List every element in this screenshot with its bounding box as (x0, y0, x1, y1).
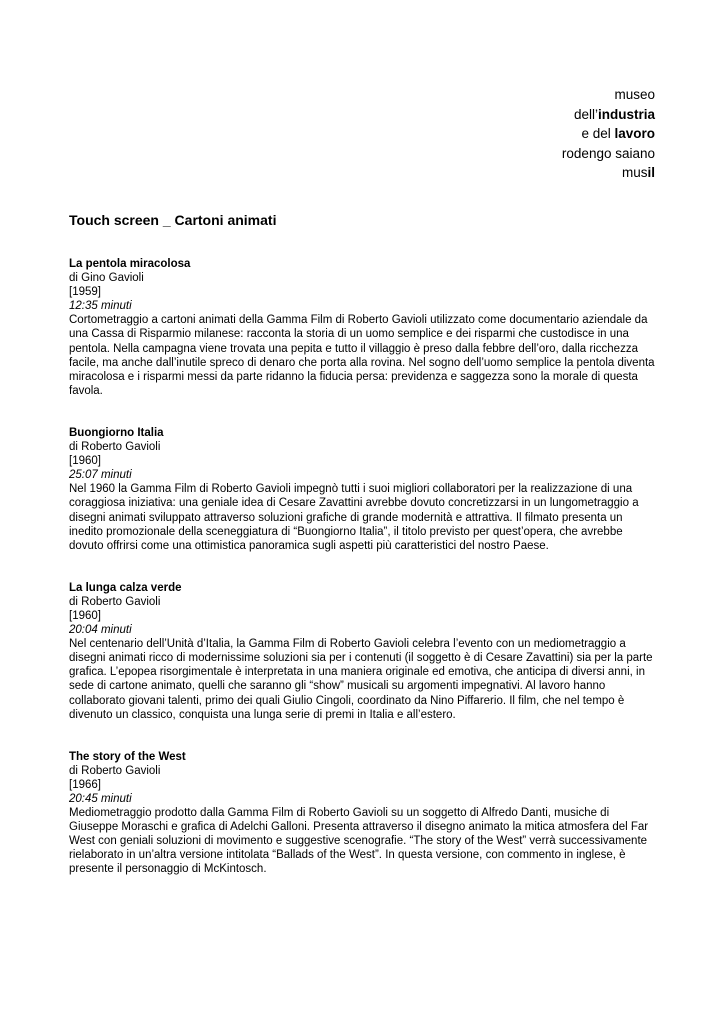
list-item (69, 581, 659, 722)
header-industria-text: industria (597, 106, 655, 122)
header-line-rodengo (562, 144, 655, 164)
list-item (69, 257, 659, 398)
list-item (69, 750, 659, 877)
entry-title: Buongiorno Italia (69, 426, 164, 439)
header-il-text: il (647, 165, 655, 180)
header-dell-text: dell’ (573, 106, 598, 122)
entry-year: [1959] (69, 286, 101, 299)
entry-author: di Roberto Gavioli (69, 595, 161, 608)
entry-title: La lunga calza verde (69, 581, 182, 594)
entry-description: Mediometraggio prodotto dalla Gamma Film di Roberto Gavioli su un soggetto di Alfredo Danti, musiche di Giuseppe Moraschi e grafica di Adelchi Galloni. Presenta attraverso il disegno animato la mitica atmosfera del Far West con geniali soluzioni di movimento e suggestive scenografie. “The story of the West” verrà successivamente rielaborato in un’altra versione intitolata “Ballads of the West”. In questa versione, con commento in inglese, è presente il personaggio di McKintosch. (69, 807, 649, 876)
entry-description: Nel centenario dell’Unità d’Italia, la Gamma Film di Roberto Gavioli celebra l’evento con un mediometraggio a disegni animati ricco di modernissime soluzioni sia per i contenuti (il soggetto è di Cesare Zavattini) sia per la parte grafica. L’epopea risorgimentale è interpretata in una maniera originale ed emotiva, che anticipa di diversi anni, in sede di cartone animato, quelli che saranno gli “show” musicali su argomenti impegnativi. Al lavoro hanno collaborato giovani talenti, primo dei quali Giulio Cingoli, coordinato da Nino Piffarerio. Il film, che nel tempo è divenuto un classico, conquista una lunga serie di premi in Italia e all’estero. (69, 638, 653, 721)
page-title: Touch screen _ Cartoni animati (69, 212, 277, 228)
entry-year: [1960] (69, 455, 101, 468)
entry-description: Cortometraggio a cartoni animati della Gamma Film di Roberto Gavioli utilizzato come documentario aziendale da una Cassa di Risparmio milanese: racconta la storia di un uomo semplice e dei risparmi che custodisce in una pentola. Nella campagna viene trovata una pepita e tutto il villaggio è preso dalla febbre dell’oro, dalla ricchezza facile, ma anche dall’inutile spreco di denaro che porta alla rovina. Nel sogno dell’uomo semplice la pentola diventa miracolosa e i risparmi messi da parte ridanno la fiducia persa: previdenza e saggezza sono la morale di questa favola. (69, 314, 655, 397)
header-line-lavoro (562, 124, 655, 144)
list-item (69, 426, 659, 553)
header-edel-text: e del (581, 126, 615, 141)
header-lavoro-text: lavoro (614, 126, 655, 141)
entry-title: La pentola miracolosa (69, 258, 191, 270)
header-line-musil (562, 163, 655, 183)
header-mus-text: mus (621, 165, 648, 180)
header-rodengo-text: rodengo saiano (561, 145, 655, 161)
entry-title: The story of the West (69, 750, 186, 763)
header-museo-text: museo (614, 87, 655, 102)
entry-duration: 12:35 minuti (69, 300, 132, 313)
entry-duration: 20:45 minuti (69, 793, 132, 805)
entry-description: Nel 1960 la Gamma Film di Roberto Gavioli impegnò tutti i suoi migliori collaboratori per la realizzazione di una coraggiosa iniziativa: una geniale idea di Cesare Zavattini avrebbe dovuto concretizzarsi in un lungometraggio a disegni animati sviluppato attraverso soluzioni grafiche di grande modernità e attrattiva. Il filmato presenta un inedito promozionale della sceneggiatura di “Buongiorno Italia”, il titolo previsto per quest’opera, che avrebbe dovuto offrirsi come una ottimistica panoramica sugli aspetti più caratteristici del nostro Paese. (69, 483, 639, 552)
museum-header (562, 85, 655, 183)
header-line-industria (562, 105, 655, 125)
entry-year: [1966] (69, 778, 101, 791)
entry-author: di Roberto Gavioli (69, 441, 161, 454)
entry-author: di Roberto Gavioli (69, 764, 161, 777)
entry-year: [1960] (69, 609, 101, 622)
entries-list (69, 257, 659, 905)
entry-duration: 20:04 minuti (69, 624, 132, 637)
entry-author: di Gino Gavioli (69, 272, 144, 285)
header-line-museo (562, 85, 655, 105)
entry-duration: 25:07 minuti (69, 469, 132, 482)
